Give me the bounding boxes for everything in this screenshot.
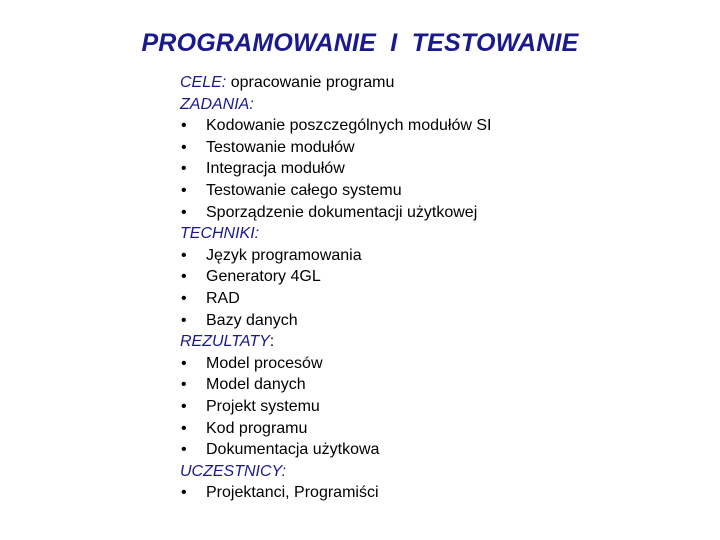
list-item-text: Testowanie modułów (206, 138, 355, 156)
bullet-icon: • (181, 441, 187, 459)
section-heading (180, 331, 700, 353)
list-item-text: Testowanie całego systemu (206, 181, 402, 199)
list-item-text: Kod programu (206, 419, 308, 437)
bullet-icon: • (181, 311, 187, 329)
list-item (180, 158, 700, 180)
section-label: TECHNIKI: (180, 225, 260, 243)
list-item (180, 353, 700, 375)
list-item (180, 418, 700, 440)
bullet-icon: • (181, 203, 187, 221)
list-item-text: Język programowania (206, 246, 362, 264)
bullet-icon: • (181, 397, 187, 415)
section-label: CELE: (180, 74, 227, 91)
bullet-icon: • (181, 376, 187, 394)
list-item (180, 310, 700, 332)
bullet-icon: • (181, 160, 187, 178)
list-item (180, 288, 700, 310)
list-item (180, 439, 700, 461)
section-text: opracowanie programu (226, 74, 395, 91)
bullet-icon: • (181, 419, 187, 437)
list-item-text: Projekt systemu (206, 397, 320, 415)
bullet-icon: • (181, 138, 187, 156)
section-label: REZULTATY (180, 333, 270, 351)
list-item-text: Generatory 4GL (206, 268, 321, 286)
section-heading (180, 72, 700, 94)
list-item (180, 202, 700, 224)
bullet-icon: • (181, 289, 187, 307)
list-item (180, 266, 700, 288)
bullet-icon: • (181, 484, 187, 502)
section-heading (180, 94, 700, 116)
bullet-icon: • (181, 354, 187, 372)
section-label: UCZESTNICY: (180, 462, 287, 480)
list-item-text: Projektanci, Programiści (206, 484, 379, 502)
section-text: : (269, 333, 275, 351)
list-item (180, 396, 700, 418)
section-label: ZADANIA: (180, 95, 254, 113)
bullet-icon: • (181, 246, 187, 264)
list-item-text: Dokumentacja użytkowa (206, 441, 380, 459)
slide-content (180, 72, 700, 504)
bullet-icon: • (181, 117, 187, 135)
list-item (180, 374, 700, 396)
section-heading (180, 461, 700, 483)
list-item (180, 115, 700, 137)
list-item (180, 482, 700, 504)
slide-title: PROGRAMOWANIE I TESTOWANIE (141, 29, 579, 57)
list-item-text: Sporządzenie dokumentacji użytkowej (206, 203, 478, 221)
list-item (180, 137, 700, 159)
bullet-icon: • (181, 268, 187, 286)
list-item-text: Integracja modułów (206, 160, 345, 178)
bullet-icon: • (181, 181, 187, 199)
list-item-text: Model danych (206, 376, 306, 394)
list-item (180, 245, 700, 267)
list-item-text: Bazy danych (206, 311, 298, 329)
list-item-text: RAD (206, 289, 240, 307)
list-item-text: Kodowanie poszczególnych modułów SI (206, 117, 492, 135)
section-heading (180, 223, 700, 245)
list-item-text: Model procesów (206, 354, 323, 372)
list-item (180, 180, 700, 202)
